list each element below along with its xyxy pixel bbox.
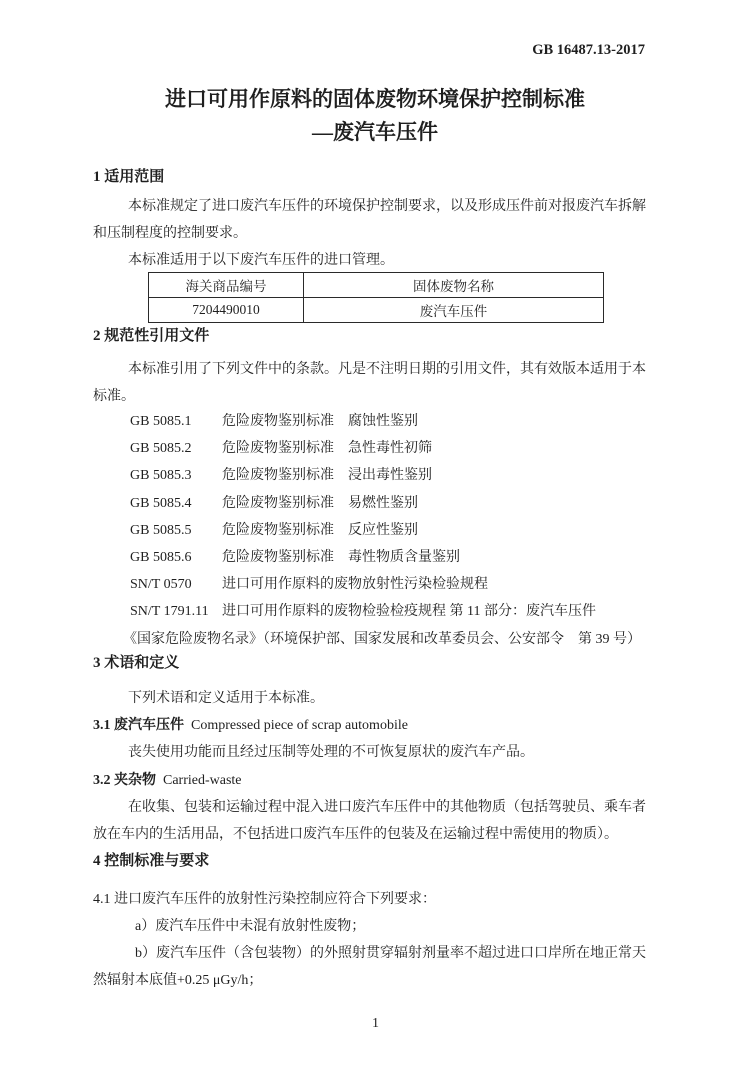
- term-english-name: Compressed piece of scrap automobile: [191, 717, 408, 733]
- page-number: 1: [372, 1016, 379, 1031]
- term-heading: [93, 767, 657, 794]
- reference-title: 进口可用作原料的废物放射性污染检验规程: [222, 577, 488, 593]
- table-header-hs-code: 海关商品编号: [149, 273, 304, 298]
- reference-title: 危险废物鉴别标准 易燃性鉴别: [222, 495, 418, 511]
- term-english-name: Carried-waste: [163, 772, 242, 788]
- term-heading: [93, 712, 657, 739]
- reference-item: [130, 544, 657, 571]
- reference-title: 进口可用作原料的废物检验检疫规程 第 11 部分：废汽车压件: [222, 604, 596, 620]
- term-definition: 丧失使用功能而且经过压制等处理的不可恢复原状的废汽车产品。: [128, 744, 534, 760]
- reference-item: [130, 598, 657, 625]
- section-2-heading: 2 规范性引用文件: [93, 328, 210, 344]
- clause-item-a: a）废汽车压件中未混有放射性废物；: [135, 918, 366, 934]
- scope-paragraph-2: 本标准适用于以下废汽车压件的进口管理。: [128, 253, 394, 268]
- reference-item: [130, 462, 657, 489]
- reference-code: SN/T 1791.11: [130, 604, 209, 620]
- table-header-row: [149, 273, 604, 298]
- reference-code: GB 5085.2: [130, 441, 192, 457]
- table-cell-waste-name: 废汽车压件: [304, 298, 604, 323]
- reference-item: [130, 571, 657, 598]
- document-title-line1: 进口可用作原料的固体废物环境保护控制标准: [165, 87, 585, 111]
- document-title-line2: —废汽车压件: [312, 120, 438, 144]
- reference-code: GB 5085.5: [130, 522, 192, 538]
- table-header-waste-name: 固体废物名称: [304, 273, 604, 298]
- reference-title: 危险废物鉴别标准 腐蚀性鉴别: [222, 414, 418, 429]
- customs-code-table: [148, 272, 604, 323]
- reference-list: [93, 408, 657, 653]
- term-label: 3.2 夹杂物: [93, 772, 156, 788]
- term-definition-block: [93, 712, 657, 766]
- scope-paragraph-1: 本标准规定了进口废汽车压件的环境保护控制要求，以及形成压件前对报废汽车拆解和压制程度的控制要求。: [93, 199, 646, 241]
- table-row: [149, 298, 604, 323]
- reference-title: 危险废物鉴别标准 浸出毒性鉴别: [222, 468, 432, 484]
- reference-item: [130, 517, 657, 544]
- section-4-heading: 4 控制标准与要求: [93, 852, 210, 869]
- clause-item-b: b）废汽车压件（含包装物）的外照射贯穿辐射剂量率不超过进口口岸所在地正常天然辐射本底值+0.25 μGy/h；: [93, 945, 646, 988]
- term-definition-block: [93, 767, 657, 848]
- section-3-heading: 3 术语和定义: [93, 654, 180, 671]
- reference-code: GB 5085.6: [130, 550, 192, 566]
- reference-title: 危险废物鉴别标准 急性毒性初筛: [222, 441, 432, 457]
- reference-catalog-note: 《国家危险废物名录》（环境保护部、国家发展和改革委员会、公安部令 第 39 号）: [123, 631, 641, 647]
- references-intro: 本标准引用了下列文件中的条款。凡是不注明日期的引用文件，其有效版本适用于本标准。: [93, 362, 646, 404]
- term-definition: 在收集、包装和运输过程中混入进口废汽车压件中的其他物质（包括驾驶员、乘车者放在车内的生活用品，不包括进口废汽车压件的包装及在运输过程中需使用的物质）。: [93, 799, 646, 842]
- reference-code: GB 5085.4: [130, 495, 192, 511]
- term-label: 3.1 废汽车压件: [93, 717, 184, 733]
- table-cell-hs-code: 7204490010: [149, 298, 304, 323]
- reference-code: GB 5085.3: [130, 468, 192, 484]
- terms-intro: 下列术语和定义适用于本标准。: [128, 690, 324, 706]
- reference-code: GB 5085.1: [130, 414, 192, 429]
- reference-title: 危险废物鉴别标准 毒性物质含量鉴别: [222, 550, 460, 566]
- reference-item: [130, 490, 657, 517]
- reference-title: 危险废物鉴别标准 反应性鉴别: [222, 522, 418, 538]
- reference-item: [130, 408, 657, 435]
- reference-item: [130, 435, 657, 462]
- standard-number: GB 16487.13-2017: [532, 42, 645, 58]
- document-title: [93, 83, 657, 149]
- clause-4-1: 4.1 进口废汽车压件的放射性污染控制应符合下列要求：: [93, 891, 436, 907]
- section-1-heading: 1 适用范围: [93, 169, 165, 185]
- reference-code: SN/T 0570: [130, 577, 192, 593]
